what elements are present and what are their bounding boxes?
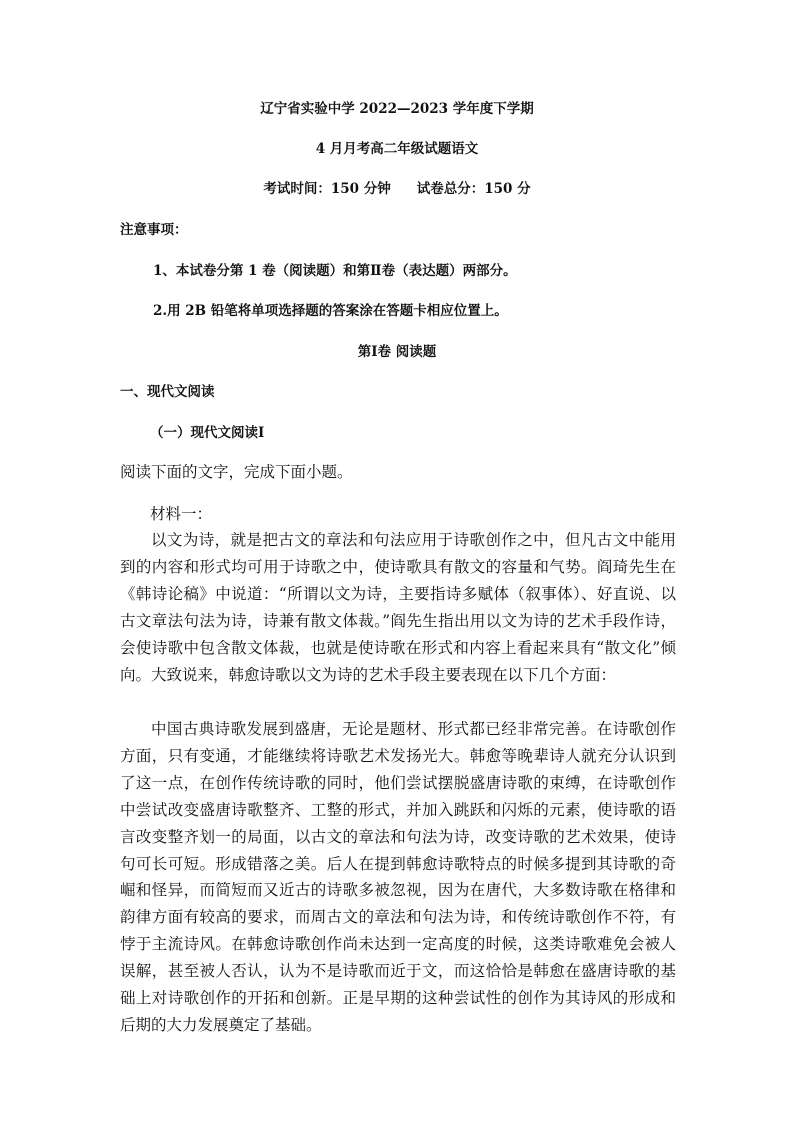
paragraph-1: 以文为诗，就是把古文的章法和句法应用于诗歌创作之中，但凡古文中能用到的内容和形式均可用于诗歌之中，使诗歌具有散文的容量和气势。阎琦先生在《韩诗论稿》中说道：“所谓以文为诗，主要指诗多赋体（叙事体）、好直说、以古文章法句法为诗，诗兼有散文体裁。”阎先生指出用以文为诗的艺术手段作诗，会使诗歌中包含散文体裁，也就是使诗歌在形式和内容上看起来具有“散文化”倾向。大致说来，韩愈诗歌以文为诗的艺术手段主要表现在以下几个方面： xyxy=(120,531,676,684)
exam-time: 考试时间：150 分钟 xyxy=(263,181,391,197)
exam-subtitle: 4 月月考高二年级试题语文 xyxy=(315,141,479,157)
material-label: 材料一： xyxy=(150,505,213,523)
part-title: 第Ⅰ卷 阅读题 xyxy=(357,344,437,360)
notes-heading: 注意事项： xyxy=(120,222,188,238)
note-item-1: 1、本试卷分第 1 卷（阅读题）和第Ⅱ卷（表达题）两部分。 xyxy=(153,263,517,279)
exam-title: 辽宁省实验中学 2022—2023 学年度下学期 xyxy=(260,101,534,117)
paragraph-2: 中国古典诗歌发展到盛唐，无论是题材、形式都已经非常完善。在诗歌创作方面，只有变通，才能继续将诗歌艺术发扬光大。韩愈等晚辈诗人就充分认识到了这一点，在创作传统诗歌的同时，他们尝试摆脱盛唐诗歌的束缚，在诗歌创作中尝试改变盛唐诗歌整齐、工整的形式，并加入跳跃和闪烁的元素，使诗歌的语言改变整齐划一的局面，以古文的章法和句法为诗，改变诗歌的艺术效果，使诗句可长可短。形成错落之美。后人在提到韩愈诗歌特点的时候多提到其诗歌的奇崛和怪异，而简短而又近古的诗歌多被忽视，因为在唐代，大多数诗歌在格律和韵律方面有较高的要求，而周古文的章法和句法为诗，和传统诗歌创作不符，有悖于主流诗风。在韩愈诗歌创作尚未达到一定高度的时候，这类诗歌难免会被人误解，甚至被人否认，认为不是诗歌而近于文，而这恰恰是韩愈在盛唐诗歌的基础上对诗歌创作的开拓和创新。正是早期的这种尝试性的创作为其诗风的形成和后期的大力发展奠定了基础。 xyxy=(120,720,676,1034)
subsection-heading: （一）现代文阅读Ⅰ xyxy=(150,425,265,441)
section-heading: 一、现代文阅读 xyxy=(120,384,215,400)
reading-instruction: 阅读下面的文字，完成下面小题。 xyxy=(120,463,353,481)
exam-info xyxy=(0,177,794,197)
note-item-2: 2.用 2B 铅笔将单项选择题的答案涂在答题卡相应位置上。 xyxy=(153,303,508,319)
total-score: 试卷总分：150 分 xyxy=(416,181,531,197)
